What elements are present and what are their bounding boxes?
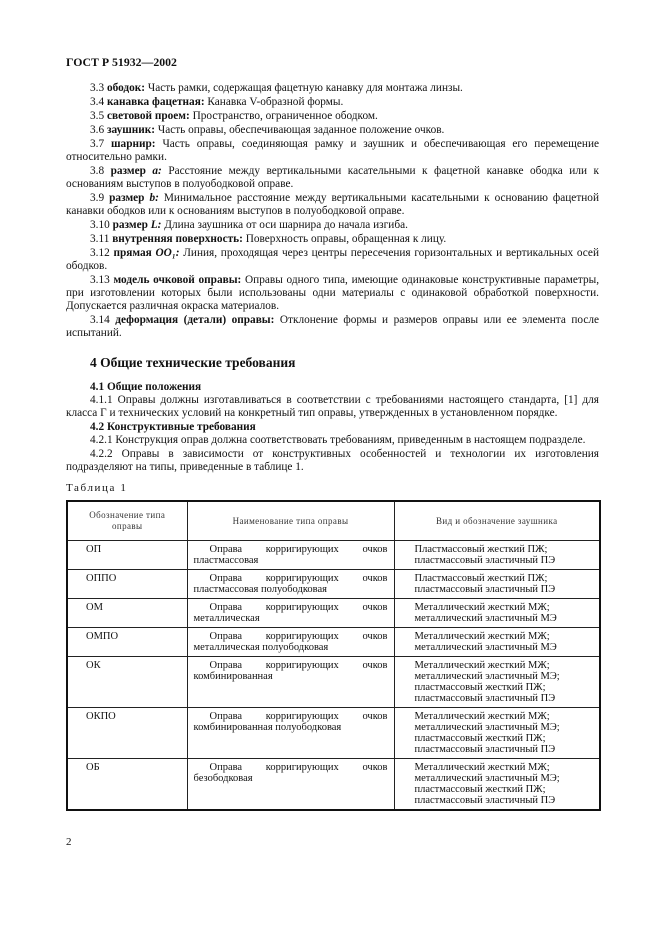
temple-type-line: Металлический жесткий МЖ; <box>414 660 550 671</box>
definition-text: Длина заушника от оси шарнира до начала изгиба. <box>164 219 408 231</box>
definition-text: Линия, проходящая через центры пересечения горизонтальных и вертикальных осей ободков. <box>66 247 599 272</box>
temple-type-line: пластмассовый жесткий ПЖ; <box>414 733 546 744</box>
definition-text: Пространство, ограниченное ободком. <box>192 110 378 122</box>
temple-type-line: пластмассовый эластичный ПЭ <box>414 555 556 566</box>
frame-type-name: Оправа корригирующих очков пластмассовая <box>187 541 394 570</box>
definition-item <box>66 247 599 273</box>
temple-type-line: пластмассовый жесткий ПЖ; <box>414 784 546 795</box>
definition-variable: OO₁: <box>155 247 180 259</box>
definition-text: Часть оправы, обеспечивающая заданное положение очков. <box>157 124 445 136</box>
definition-number: 3.10 <box>90 219 110 231</box>
temple-types <box>394 570 600 599</box>
definition-number: 3.7 <box>90 138 105 150</box>
temple-types <box>394 628 600 657</box>
temple-type-line: металлический эластичный МЭ; <box>414 722 560 733</box>
temple-type-line: металлический эластичный МЭ; <box>414 671 560 682</box>
frame-type-code: ОКПО <box>67 708 187 759</box>
definition-text: Часть оправы, соединяющая рамку и заушник и обеспечивающая его перемещение относительно рамки. <box>66 138 600 163</box>
column-header-code: Обозначение типа оправы <box>67 501 187 541</box>
definition-term: размер <box>112 219 151 231</box>
page-number: 2 <box>66 836 72 848</box>
temple-types <box>394 599 600 628</box>
table-header-row <box>67 501 600 541</box>
definitions-list <box>66 82 599 340</box>
definition-text: Минимальное расстояние между вертикальными касательными к основанию фацетной канавки ободков или к основаниям выступов в полуободковой оправе. <box>66 192 600 217</box>
definition-variable: а: <box>152 165 162 177</box>
temple-type-line: пластмассовый жесткий ПЖ; <box>414 682 546 693</box>
definition-text: Расстояние между вертикальными касательными к фацетной канавке ободка или к основаниям выступов в полуободковой оправе. <box>66 165 599 190</box>
table-row <box>67 570 600 599</box>
frame-type-name: Оправа корригирующих очков комбинированная <box>187 657 394 708</box>
definition-number: 3.8 <box>90 165 105 177</box>
document-body <box>66 82 599 811</box>
paragraph-4-1-1: 4.1.1 Оправы должны изготавливаться в соответствии с требованиями настоящего стандарта, [1] для класса Г и технических условий на конкретный тип оправы, утвержденных в установленном порядке. <box>66 394 599 419</box>
table-row <box>67 599 600 628</box>
definition-term: шарнир: <box>111 138 156 150</box>
temple-types <box>394 541 600 570</box>
temple-type-line: Металлический жесткий МЖ; <box>414 602 550 613</box>
temple-type-line: металлический эластичный МЭ <box>414 613 557 624</box>
table-caption: Таблица 1 <box>66 482 128 494</box>
definition-item <box>66 96 599 109</box>
column-header-name: Наименование типа оправы <box>187 501 394 541</box>
definition-term: размер <box>110 165 153 177</box>
definition-number: 3.5 <box>90 110 105 122</box>
frame-type-code: ОМ <box>67 599 187 628</box>
definition-term: внутренняя поверхность: <box>112 233 243 245</box>
subsection-title-4-1: 4.1 Общие положения <box>90 381 202 393</box>
temple-type-line: Металлический жесткий МЖ; <box>414 762 550 773</box>
section-title: 4 Общие технические требования <box>90 355 296 370</box>
definition-item <box>66 192 599 218</box>
frame-type-code: ОК <box>67 657 187 708</box>
definition-item <box>66 314 599 340</box>
frame-types-table <box>66 500 601 811</box>
frame-type-code: ОППО <box>67 570 187 599</box>
definition-number: 3.6 <box>90 124 105 136</box>
definition-variable: L: <box>150 219 162 231</box>
definition-term: ободок: <box>106 82 146 94</box>
definition-item <box>66 274 599 313</box>
temple-type-line: металлический эластичный МЭ <box>414 642 557 653</box>
frame-type-code: ОП <box>67 541 187 570</box>
paragraph-4-2-1: 4.2.1 Конструкция оправ должна соответствовать требованиям, приведенным в настоящем подразделе. <box>90 434 586 446</box>
definition-term: заушник: <box>106 124 156 136</box>
frame-type-name: Оправа корригирующих очков комбинированная полуободковая <box>187 708 394 759</box>
frame-type-name: Оправа корригирующих очков пластмассовая полуободковая <box>187 570 394 599</box>
definition-text: Оправы одного типа, имеющие одинаковые конструктивные параметры, при изготовлении которых были использованы одни материалы с одинаковой обработкой поверхности. Допускается различная окраска материалов. <box>66 274 600 312</box>
column-header-temple: Вид и обозначение заушника <box>394 501 600 541</box>
table-row <box>67 759 600 811</box>
definition-number: 3.11 <box>90 233 110 245</box>
temple-type-line: Пластмассовый жесткий ПЖ; <box>414 544 548 555</box>
temple-type-line: пластмассовый эластичный ПЭ <box>414 795 556 806</box>
definition-number: 3.13 <box>90 274 110 286</box>
temple-type-line: Пластмассовый жесткий ПЖ; <box>414 573 548 584</box>
table-row <box>67 628 600 657</box>
definition-item <box>66 219 599 232</box>
definition-term: размер <box>109 192 150 204</box>
temple-type-line: Металлический жесткий МЖ; <box>414 711 550 722</box>
definition-term: деформация (детали) оправы: <box>115 314 275 326</box>
definition-text: Часть рамки, содержащая фацетную канавку для монтажа линзы. <box>147 82 463 94</box>
temple-types <box>394 708 600 759</box>
definition-item <box>66 165 599 191</box>
frame-type-name: Оправа корригирующих очков металлическая <box>187 599 394 628</box>
definition-number: 3.3 <box>90 82 105 94</box>
definition-term: канавка фацетная: <box>106 96 205 108</box>
definition-item <box>66 233 599 246</box>
definition-item <box>66 138 599 164</box>
table-row <box>67 541 600 570</box>
temple-type-line: пластмассовый эластичный ПЭ <box>414 744 556 755</box>
definition-number: 3.4 <box>90 96 105 108</box>
definition-number: 3.9 <box>90 192 105 204</box>
definition-number: 3.12 <box>90 247 110 259</box>
frame-type-name: Оправа корригирующих очков безободковая <box>187 759 394 811</box>
definition-item <box>66 124 599 137</box>
definition-text: Отклонение формы и размеров оправы или ее элемента после испытаний. <box>66 314 599 339</box>
table-row <box>67 708 600 759</box>
definition-text: Канавка V-образной формы. <box>207 96 344 108</box>
definition-text: Поверхность оправы, обращенная к лицу. <box>245 233 447 245</box>
frame-type-code: ОБ <box>67 759 187 811</box>
definition-term: прямая <box>113 247 156 259</box>
temple-types <box>394 657 600 708</box>
temple-type-line: пластмассовый эластичный ПЭ <box>414 584 556 595</box>
temple-type-line: пластмассовый эластичный ПЭ <box>414 693 556 704</box>
document-header: ГОСТ Р 51932—2002 <box>66 55 177 69</box>
definition-variable: b: <box>149 192 159 204</box>
table-row <box>67 657 600 708</box>
definition-term: модель очковой оправы: <box>113 274 242 286</box>
paragraph-4-2-2: 4.2.2 Оправы в зависимости от конструктивных особенностей и технологии их изготовления подразделяют на типы, приведенные в таблице 1. <box>66 448 599 473</box>
frame-type-name: Оправа корригирующих очков металлическая полуободковая <box>187 628 394 657</box>
definition-item <box>66 82 599 95</box>
definition-item <box>66 110 599 123</box>
subsection-title-4-2: 4.2 Конструктивные требования <box>90 421 256 433</box>
temple-types <box>394 759 600 811</box>
frame-type-code: ОМПО <box>67 628 187 657</box>
table-body <box>67 541 600 811</box>
temple-type-line: Металлический жесткий МЖ; <box>414 631 550 642</box>
definition-term: световой проем: <box>106 110 190 122</box>
temple-type-line: металлический эластичный МЭ; <box>414 773 560 784</box>
definition-number: 3.14 <box>90 314 110 326</box>
